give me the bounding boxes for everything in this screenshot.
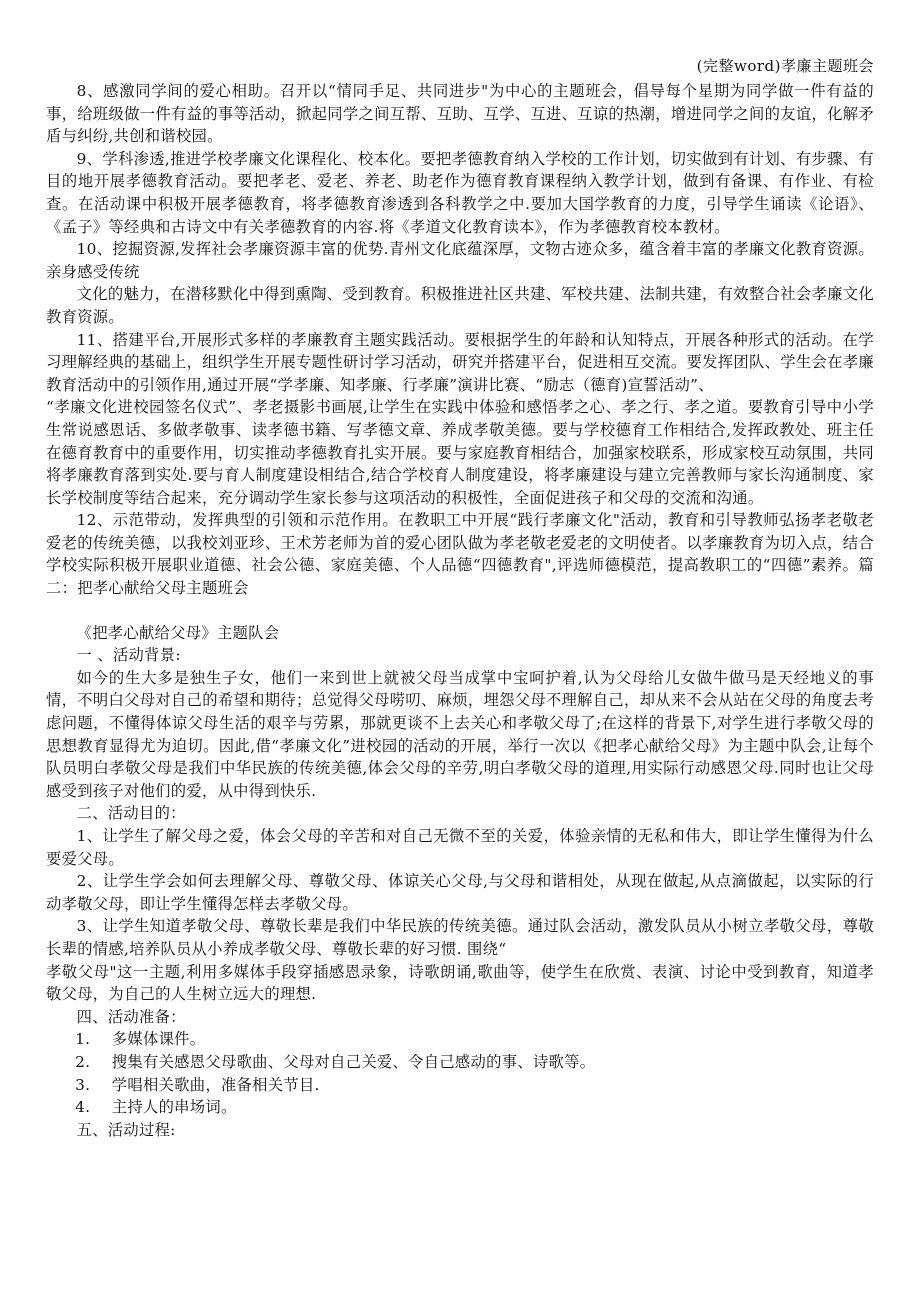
list-item-number: 2. xyxy=(75,1052,91,1071)
paragraph-10-part1: 10、挖掘资源,发挥社会孝廉资源丰富的优势.青州文化底蕴深厚，文物古迹众多，蕴含着丰富的孝廉文化教育资源。亲身感受传统 xyxy=(46,240,874,281)
paragraph-11-part1: 11、搭建平台,开展形式多样的孝廉教育主题实践活动。要根据学生的年龄和认知特点，开展各种形式的活动。在学习理解经典的基础上，组织学生开展专题性研讨学习活动，研究并搭建平台，促进相互交流。要发挥团队、学生会在孝廉教育活动中的引领作用,通过开展“学孝廉、知孝廉、行孝廉”演讲比赛、“励志（德育)宣誓活动”、 xyxy=(46,330,874,394)
section-title: 《把孝心献给父母》主题队会 xyxy=(76,623,280,642)
list-item xyxy=(46,1074,874,1097)
heading-background: 一 、活动背景: xyxy=(76,646,181,665)
document-body xyxy=(46,80,874,1141)
paragraph-purpose-2: 2、让学生学会如何去理解父母、尊敬父母、体谅关心父母,与父母和谐相处，从现在做起,从点滴做起，以实际的行动孝敬父母，即让学生懂得怎样去孝敬父母。 xyxy=(46,872,874,913)
list-item-text: 多媒体课件。 xyxy=(111,1030,206,1049)
heading-purpose: 二、活动目的： xyxy=(76,804,186,823)
spacer xyxy=(46,600,874,622)
list-item xyxy=(46,1028,874,1051)
paragraph-purpose-3-part1: 3、让学生知道孝敬父母、尊敬长辈是我们中华民族的传统美德。通过队会活动，激发队员从小树立孝敬父母，尊敬长辈的情感,培养队员从小养成孝敬父母、尊敬长辈的好习惯. 围绕“ xyxy=(46,917,874,958)
list-item-number: 3. xyxy=(75,1075,91,1094)
paragraph-8: 8、感激同学间的爱心相助。召开以“情同手足、共同进步"为中心的主题班会，倡导每个星期为同学做一件有益的事，给班级做一件有益的事等活动，掀起同学之间互帮、互助、互学、互进、互谅的热潮，增进同学之间的友谊，化解矛盾与纠纷,共创和谐校园。 xyxy=(46,82,874,146)
list-item-text: 学唱相关歌曲，准备相关节目. xyxy=(111,1075,320,1094)
list-item xyxy=(46,1096,874,1119)
list-item-text: 搜集有关感恩父母歌曲、父母对自己关爱、令自己感动的事、诗歌等。 xyxy=(111,1052,596,1071)
list-item-number: 4. xyxy=(75,1098,91,1117)
list-item-number: 1. xyxy=(75,1030,91,1049)
list-item xyxy=(46,1051,874,1074)
paragraph-9: 9、学科渗透,推进学校孝廉文化课程化、校本化。要把孝德教育纳入学校的工作计划，切实做到有计划、有步骤、有目的地开展孝德教育活动。要把孝老、爱老、养老、助老作为德育教育课程纳入教学计划，做到有备课、有作业、有检查。在活动课中积极开展孝德教育，将孝德教育渗透到各科教学之中.要加大国学教育的力度，引导学生诵读《论语》、《孟子》等经典和古诗文中有关孝德教育的内容.将《孝道文化教育读本》，作为孝德教育校本教材。 xyxy=(46,149,874,236)
paragraph-10-part2: 文化的魅力，在潜移默化中得到熏陶、受到教育。积极推进社区共建、军校共建、法制共建，有效整合社会孝廉文化教育资源。 xyxy=(46,285,874,326)
paragraph-purpose-1: 1、让学生了解父母之爱，体会父母的辛苦和对自己无微不至的关爱，体验亲情的无私和伟大，即让学生懂得为什么要爱父母。 xyxy=(46,827,874,868)
paragraph-12: 12、示范带动，发挥典型的引领和示范作用。在教职工中开展“践行孝廉文化"活动，教育和引导教师弘扬孝老敬老爱老的传统美德，以我校刘亚珍、王术芳老师为首的爱心团队做为孝老敬老爱老的文明使者。以孝廉教育为切入点，结合学校实际积极开展职业道德、社会公德、家庭美德、个人品德“四德教育",评选师德模范，提高教职工的“四德”素养。篇二：把孝心献给父母主题班会 xyxy=(46,511,874,598)
heading-process: 五、活动过程: xyxy=(76,1120,176,1139)
paragraph-purpose-3-part2: 孝敬父母"这一主题,利用多媒体手段穿插感恩录象，诗歌朗诵,歌曲等，使学生在欣赏、表演、讨论中受到教育，知道孝敬父母，为自己的人生树立远大的理想. xyxy=(46,962,874,1004)
paragraph-11-part2: “孝廉文化进校园签名仪式”、孝老摄影书画展,让学生在实践中体验和感悟孝之心、孝之行、孝之道。要教育引导中小学生常说感恩话、多做孝敬事、读孝德书籍、写孝德文章、养成孝敬美德。要与学校德育工作相结合,发挥政教处、班主任在德育教育中的重要作用，切实推动孝德教育扎实开展。要与家庭教育相结合，加强家校联系，形成家校互动氛围，共同将孝廉教育落到实处.要与育人制度建设相结合,结合学校育人制度建设，将孝廉建设与建立完善教师与家长沟通制度、家长学校制度等结合起来，充分调动学生家长参与这项活动的积极性，全面促进孩子和父母的交流和沟通。 xyxy=(46,398,874,507)
heading-preparation: 四、活动准备： xyxy=(76,1007,186,1026)
list-item-text: 主持人的串场词。 xyxy=(111,1098,237,1117)
paragraph-background: 如今的生大多是独生子女，他们一来到世上就被父母当成掌中宝呵护着,认为父母给儿女做牛做马是天经地义的事情，不明白父母对自己的希望和期待；总觉得父母唠叨、麻烦，埋怨父母不理解自己，却从来不会从站在父母的角度去考虑问题，不懂得体谅父母生活的艰辛与劳累，那就更谈不上去关心和孝敬父母了;在这样的背景下,对学生进行孝敬父母的思想教育显得尤为迫切。因此,借“孝廉文化”进校园的活动的开展，举行一次以《把孝心献给父母》为主题中队会,让每个队员明白孝敬父母是我们中华民族的传统美德,体会父母的辛劳,明白孝敬父母的道理,用实际行动感恩父母.同时也让父母感受到孩子对他们的爱，从中得到快乐. xyxy=(46,668,874,800)
document-header-title: (完整word)孝廉主题班会 xyxy=(696,57,874,75)
